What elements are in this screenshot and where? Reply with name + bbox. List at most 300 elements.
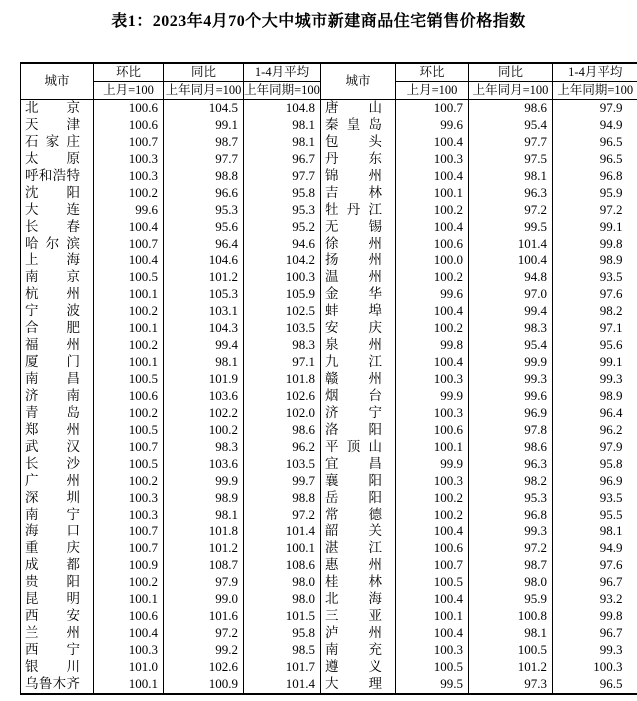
city-char: 上 bbox=[25, 252, 39, 268]
avg-value-right: 99.3 bbox=[553, 642, 637, 659]
mom-value-left: 99.6 bbox=[94, 202, 164, 219]
table-row bbox=[21, 303, 637, 320]
city-char: 头 bbox=[368, 133, 382, 149]
mom-value-right: 100.3 bbox=[396, 151, 469, 168]
city-name bbox=[21, 490, 93, 507]
city-cell-right bbox=[321, 659, 396, 676]
city-cell-right bbox=[321, 422, 396, 439]
mom-value-left: 100.6 bbox=[94, 608, 164, 625]
city-name bbox=[321, 134, 395, 151]
mom-value-right: 100.2 bbox=[396, 490, 469, 507]
city-cell-right bbox=[321, 337, 396, 354]
table-row bbox=[21, 422, 637, 439]
city-cell-left bbox=[21, 405, 94, 422]
city-cell-right bbox=[321, 507, 396, 524]
city-char: 顶 bbox=[346, 438, 361, 454]
city-cell-left bbox=[21, 185, 94, 202]
city-char: 州 bbox=[66, 472, 80, 488]
table-row bbox=[21, 405, 637, 422]
city-cell-right bbox=[321, 439, 396, 456]
mom-value-right: 100.3 bbox=[396, 642, 469, 659]
city-char: 宁 bbox=[66, 506, 80, 522]
yoy-value-left: 101.9 bbox=[164, 371, 244, 388]
city-char: 南 bbox=[25, 269, 39, 285]
avg-value-right: 97.6 bbox=[553, 286, 637, 303]
city-char: 岳 bbox=[325, 489, 339, 505]
city-char: 连 bbox=[66, 201, 80, 217]
city-name bbox=[21, 286, 93, 303]
yoy-value-left: 98.1 bbox=[164, 354, 244, 371]
avg-value-left: 100.1 bbox=[244, 540, 321, 557]
city-cell-left bbox=[21, 236, 94, 253]
city-char: 州 bbox=[368, 167, 382, 183]
city-name bbox=[21, 473, 93, 490]
avg-value-right: 98.9 bbox=[553, 252, 637, 269]
mom-value-left: 100.2 bbox=[94, 574, 164, 591]
subheader-avg-left: 上年同期=100 bbox=[244, 82, 321, 100]
mom-value-right: 99.9 bbox=[396, 388, 469, 405]
city-cell-left bbox=[21, 252, 94, 269]
city-name bbox=[321, 659, 395, 676]
table-row bbox=[21, 456, 637, 473]
city-char: 海 bbox=[66, 252, 80, 268]
city-char: 泉 bbox=[325, 337, 339, 353]
mom-value-left: 100.3 bbox=[94, 168, 164, 185]
yoy-value-left: 95.6 bbox=[164, 219, 244, 236]
city-char: 重 bbox=[25, 540, 39, 556]
yoy-value-left: 104.5 bbox=[164, 100, 244, 117]
yoy-value-right: 100.8 bbox=[469, 608, 553, 625]
yoy-value-right: 99.3 bbox=[469, 523, 553, 540]
yoy-value-left: 103.6 bbox=[164, 388, 244, 405]
city-char: 昆 bbox=[25, 591, 39, 607]
mom-value-right: 100.6 bbox=[396, 422, 469, 439]
city-char: 州 bbox=[368, 337, 382, 353]
table-row bbox=[21, 574, 637, 591]
city-char: 华 bbox=[368, 286, 382, 302]
yoy-value-right: 98.6 bbox=[469, 100, 553, 117]
avg-value-left: 103.5 bbox=[244, 320, 321, 337]
city-name bbox=[21, 134, 93, 151]
city-char: 锦 bbox=[325, 167, 339, 183]
mom-value-left: 100.3 bbox=[94, 642, 164, 659]
city-cell-right bbox=[321, 269, 396, 286]
yoy-value-left: 103.1 bbox=[164, 303, 244, 320]
city-char: 锡 bbox=[368, 218, 382, 234]
city-cell-left bbox=[21, 371, 94, 388]
avg-value-right: 96.5 bbox=[553, 676, 637, 693]
table-row bbox=[21, 439, 637, 456]
city-cell-right bbox=[321, 168, 396, 185]
yoy-value-right: 100.5 bbox=[469, 642, 553, 659]
city-cell-left bbox=[21, 456, 94, 473]
city-name bbox=[21, 608, 93, 625]
city-cell-left bbox=[21, 388, 94, 405]
mom-value-left: 100.4 bbox=[94, 625, 164, 642]
yoy-value-left: 102.2 bbox=[164, 405, 244, 422]
city-char: 西 bbox=[25, 608, 39, 624]
city-char: 襄 bbox=[325, 472, 339, 488]
avg-value-left: 108.6 bbox=[244, 557, 321, 574]
table-row bbox=[21, 591, 637, 608]
city-name bbox=[321, 286, 395, 303]
avg-value-right: 94.9 bbox=[553, 540, 637, 557]
mom-value-right: 100.2 bbox=[396, 269, 469, 286]
city-name bbox=[21, 625, 93, 642]
city-char: 原 bbox=[66, 150, 80, 166]
city-char: 北 bbox=[325, 591, 339, 607]
avg-value-left: 94.6 bbox=[244, 236, 321, 253]
city-cell-left bbox=[21, 507, 94, 524]
city-name bbox=[21, 642, 93, 659]
city-name bbox=[21, 540, 93, 557]
mom-value-right: 100.4 bbox=[396, 523, 469, 540]
header-city-left: 城市 bbox=[21, 64, 94, 100]
yoy-value-left: 99.0 bbox=[164, 591, 244, 608]
city-name bbox=[21, 405, 93, 422]
yoy-value-left: 97.9 bbox=[164, 574, 244, 591]
avg-value-right: 97.6 bbox=[553, 557, 637, 574]
city-cell-left bbox=[21, 202, 94, 219]
city-char: 济 bbox=[25, 387, 39, 403]
avg-value-left: 105.9 bbox=[244, 286, 321, 303]
yoy-value-right: 97.0 bbox=[469, 286, 553, 303]
city-char: 三 bbox=[325, 608, 339, 624]
yoy-value-right: 95.4 bbox=[469, 337, 553, 354]
mom-value-right: 99.8 bbox=[396, 337, 469, 354]
city-char: 西 bbox=[25, 642, 39, 658]
city-char: 京 bbox=[66, 269, 80, 285]
city-char: 包 bbox=[325, 133, 339, 149]
city-char: 温 bbox=[325, 269, 339, 285]
avg-value-left: 98.5 bbox=[244, 642, 321, 659]
yoy-value-right: 99.4 bbox=[469, 303, 553, 320]
table-row bbox=[21, 202, 637, 219]
yoy-value-right: 98.7 bbox=[469, 557, 553, 574]
mom-value-left: 100.6 bbox=[94, 388, 164, 405]
avg-value-left: 98.6 bbox=[244, 422, 321, 439]
city-char: 台 bbox=[368, 387, 382, 403]
avg-value-left: 95.3 bbox=[244, 202, 321, 219]
table-row bbox=[21, 642, 637, 659]
avg-value-left: 101.5 bbox=[244, 608, 321, 625]
mom-value-right: 99.6 bbox=[396, 117, 469, 134]
city-char: 州 bbox=[368, 235, 382, 251]
yoy-value-left: 99.1 bbox=[164, 117, 244, 134]
city-char: 吉 bbox=[325, 184, 339, 200]
city-char: 济 bbox=[325, 404, 339, 420]
mom-value-right: 100.2 bbox=[396, 320, 469, 337]
yoy-value-left: 98.8 bbox=[164, 168, 244, 185]
city-name bbox=[321, 151, 395, 168]
yoy-value-right: 98.3 bbox=[469, 320, 553, 337]
city-char: 安 bbox=[325, 320, 339, 336]
city-char: 口 bbox=[66, 523, 80, 539]
city-char: 大 bbox=[325, 675, 339, 691]
mom-value-left: 100.2 bbox=[94, 303, 164, 320]
mom-value-right: 100.3 bbox=[396, 405, 469, 422]
yoy-value-left: 95.3 bbox=[164, 202, 244, 219]
mom-value-right: 100.4 bbox=[396, 168, 469, 185]
avg-value-right: 96.4 bbox=[553, 405, 637, 422]
city-cell-right bbox=[321, 252, 396, 269]
table-row bbox=[21, 676, 637, 693]
city-char: 赣 bbox=[325, 371, 339, 387]
city-char: 海 bbox=[368, 591, 382, 607]
avg-value-left: 103.5 bbox=[244, 456, 321, 473]
city-char: 州 bbox=[368, 371, 382, 387]
city-char: 合 bbox=[25, 320, 39, 336]
table-row bbox=[21, 354, 637, 371]
avg-value-left: 97.2 bbox=[244, 507, 321, 524]
city-name bbox=[21, 388, 93, 405]
table-row bbox=[21, 236, 637, 253]
avg-value-left: 95.8 bbox=[244, 185, 321, 202]
yoy-value-right: 99.3 bbox=[469, 371, 553, 388]
avg-value-left: 98.0 bbox=[244, 591, 321, 608]
avg-value-left: 95.8 bbox=[244, 625, 321, 642]
yoy-value-right: 97.7 bbox=[469, 134, 553, 151]
avg-value-left: 101.4 bbox=[244, 523, 321, 540]
table-row bbox=[21, 507, 637, 524]
mom-value-left: 100.5 bbox=[94, 422, 164, 439]
yoy-value-left: 100.9 bbox=[164, 676, 244, 693]
mom-value-right: 100.4 bbox=[396, 625, 469, 642]
city-char: 庆 bbox=[368, 320, 382, 336]
city-char: 洛 bbox=[325, 421, 339, 437]
yoy-value-left: 97.7 bbox=[164, 151, 244, 168]
yoy-value-left: 96.4 bbox=[164, 236, 244, 253]
yoy-value-right: 97.8 bbox=[469, 422, 553, 439]
city-char: 庄 bbox=[66, 133, 80, 149]
city-name bbox=[21, 252, 93, 269]
avg-value-right: 99.8 bbox=[553, 608, 637, 625]
city-cell-right bbox=[321, 490, 396, 507]
table-row bbox=[21, 151, 637, 168]
city-char: 宁 bbox=[66, 642, 80, 658]
city-name bbox=[21, 557, 93, 574]
city-char: 沈 bbox=[25, 184, 39, 200]
city-cell-left bbox=[21, 422, 94, 439]
yoy-value-right: 97.2 bbox=[469, 540, 553, 557]
city-char: 春 bbox=[66, 218, 80, 234]
table-row bbox=[21, 168, 637, 185]
city-cell-right bbox=[321, 456, 396, 473]
city-char: 州 bbox=[368, 557, 382, 573]
yoy-value-right: 99.6 bbox=[469, 388, 553, 405]
city-name bbox=[321, 439, 395, 456]
city-char: 昌 bbox=[66, 371, 80, 387]
city-name bbox=[321, 608, 395, 625]
city-char: 徐 bbox=[325, 235, 339, 251]
city-cell-right bbox=[321, 202, 396, 219]
city-char: 义 bbox=[368, 658, 382, 674]
table-body bbox=[21, 100, 637, 693]
mom-value-left: 100.5 bbox=[94, 269, 164, 286]
city-name bbox=[321, 574, 395, 591]
city-name bbox=[321, 676, 395, 693]
header-mom-right: 环比 bbox=[396, 64, 469, 82]
avg-value-right: 96.8 bbox=[553, 168, 637, 185]
avg-value-left: 100.3 bbox=[244, 269, 321, 286]
city-name bbox=[321, 100, 395, 117]
table-row bbox=[21, 371, 637, 388]
avg-value-right: 100.3 bbox=[553, 659, 637, 676]
yoy-value-left: 104.3 bbox=[164, 320, 244, 337]
city-char: 山 bbox=[368, 438, 382, 454]
mom-value-left: 100.7 bbox=[94, 236, 164, 253]
avg-value-right: 99.1 bbox=[553, 354, 637, 371]
city-name bbox=[21, 422, 93, 439]
header-city-right: 城市 bbox=[321, 64, 396, 100]
table-row bbox=[21, 117, 637, 134]
mom-value-left: 100.5 bbox=[94, 371, 164, 388]
avg-value-right: 96.9 bbox=[553, 473, 637, 490]
city-name bbox=[321, 202, 395, 219]
city-char: 成 bbox=[25, 557, 39, 573]
city-char: 平 bbox=[325, 438, 339, 454]
city-name bbox=[21, 523, 93, 540]
mom-value-left: 101.0 bbox=[94, 659, 164, 676]
city-char: 南 bbox=[25, 371, 39, 387]
table-row bbox=[21, 286, 637, 303]
yoy-value-right: 98.1 bbox=[469, 168, 553, 185]
city-char: 北 bbox=[25, 100, 39, 116]
city-cell-left bbox=[21, 523, 94, 540]
avg-value-right: 96.5 bbox=[553, 151, 637, 168]
city-cell-right bbox=[321, 388, 396, 405]
city-char: 和 bbox=[38, 167, 53, 183]
avg-value-left: 101.8 bbox=[244, 371, 321, 388]
city-char: 都 bbox=[66, 557, 80, 573]
yoy-value-right: 96.3 bbox=[469, 456, 553, 473]
city-cell-left bbox=[21, 439, 94, 456]
city-char: 无 bbox=[325, 218, 339, 234]
table-row bbox=[21, 490, 637, 507]
yoy-value-right: 99.5 bbox=[469, 219, 553, 236]
table-row bbox=[21, 134, 637, 151]
city-cell-left bbox=[21, 320, 94, 337]
city-cell-left bbox=[21, 337, 94, 354]
city-cell-right bbox=[321, 185, 396, 202]
city-cell-left bbox=[21, 642, 94, 659]
header-avg-right: 1-4月平均 bbox=[553, 64, 637, 82]
city-char: 青 bbox=[25, 404, 39, 420]
mom-value-left: 100.7 bbox=[94, 134, 164, 151]
city-cell-left bbox=[21, 134, 94, 151]
mom-value-left: 100.3 bbox=[94, 151, 164, 168]
mom-value-right: 100.6 bbox=[396, 540, 469, 557]
city-char: 昌 bbox=[368, 455, 382, 471]
price-index-table bbox=[20, 64, 637, 693]
city-cell-right bbox=[321, 574, 396, 591]
city-char: 理 bbox=[368, 675, 382, 691]
header-mom-left: 环比 bbox=[94, 64, 164, 82]
city-char: 常 bbox=[325, 506, 339, 522]
table-header bbox=[21, 64, 637, 100]
city-name bbox=[21, 320, 93, 337]
city-cell-left bbox=[21, 591, 94, 608]
price-index-table-wrap bbox=[20, 62, 637, 695]
mom-value-left: 100.7 bbox=[94, 540, 164, 557]
city-name bbox=[21, 574, 93, 591]
city-char: 明 bbox=[66, 591, 80, 607]
city-char: 埠 bbox=[368, 303, 382, 319]
yoy-value-left: 99.4 bbox=[164, 337, 244, 354]
yoy-value-right: 98.0 bbox=[469, 574, 553, 591]
mom-value-left: 100.7 bbox=[94, 523, 164, 540]
yoy-value-left: 101.2 bbox=[164, 540, 244, 557]
city-name bbox=[321, 557, 395, 574]
avg-value-left: 96.7 bbox=[244, 151, 321, 168]
city-char: 关 bbox=[368, 523, 382, 539]
mom-value-left: 100.7 bbox=[94, 439, 164, 456]
mom-value-right: 100.4 bbox=[396, 303, 469, 320]
city-cell-left bbox=[21, 608, 94, 625]
city-name bbox=[21, 151, 93, 168]
city-name bbox=[21, 269, 93, 286]
avg-value-right: 93.2 bbox=[553, 591, 637, 608]
city-name bbox=[321, 507, 395, 524]
city-cell-left bbox=[21, 625, 94, 642]
city-char: 阳 bbox=[368, 489, 382, 505]
avg-value-right: 97.9 bbox=[553, 100, 637, 117]
avg-value-left: 97.1 bbox=[244, 354, 321, 371]
city-name bbox=[21, 659, 93, 676]
city-char: 大 bbox=[25, 201, 39, 217]
city-name bbox=[21, 439, 93, 456]
city-char: 海 bbox=[25, 523, 39, 539]
yoy-value-right: 99.9 bbox=[469, 354, 553, 371]
mom-value-left: 100.1 bbox=[94, 676, 164, 693]
mom-value-right: 100.1 bbox=[396, 185, 469, 202]
yoy-value-right: 101.4 bbox=[469, 236, 553, 253]
header-yoy-left: 同比 bbox=[164, 64, 244, 82]
mom-value-left: 100.1 bbox=[94, 591, 164, 608]
city-char: 郑 bbox=[25, 421, 39, 437]
city-char: 丹 bbox=[346, 201, 361, 217]
city-name bbox=[321, 523, 395, 540]
city-char: 南 bbox=[25, 506, 39, 522]
yoy-value-right: 96.8 bbox=[469, 507, 553, 524]
city-char: 山 bbox=[368, 100, 382, 116]
city-char: 江 bbox=[368, 354, 382, 370]
avg-value-right: 95.5 bbox=[553, 507, 637, 524]
city-name bbox=[21, 202, 93, 219]
city-name bbox=[21, 100, 93, 117]
city-cell-left bbox=[21, 557, 94, 574]
city-cell-right bbox=[321, 286, 396, 303]
subheader-yoy-right: 上年同月=100 bbox=[469, 82, 553, 100]
city-char: 惠 bbox=[325, 557, 339, 573]
mom-value-right: 100.7 bbox=[396, 557, 469, 574]
city-name bbox=[321, 117, 395, 134]
city-name bbox=[321, 219, 395, 236]
avg-value-left: 98.0 bbox=[244, 574, 321, 591]
yoy-value-left: 105.3 bbox=[164, 286, 244, 303]
mom-value-right: 100.4 bbox=[396, 591, 469, 608]
avg-value-right: 99.1 bbox=[553, 219, 637, 236]
city-char: 哈 bbox=[25, 235, 39, 251]
city-char: 广 bbox=[25, 472, 39, 488]
city-name bbox=[321, 185, 395, 202]
avg-value-right: 98.2 bbox=[553, 303, 637, 320]
city-char: 兰 bbox=[25, 625, 39, 641]
mom-value-left: 100.6 bbox=[94, 100, 164, 117]
city-cell-left bbox=[21, 286, 94, 303]
avg-value-right: 98.9 bbox=[553, 388, 637, 405]
city-name bbox=[21, 117, 93, 134]
